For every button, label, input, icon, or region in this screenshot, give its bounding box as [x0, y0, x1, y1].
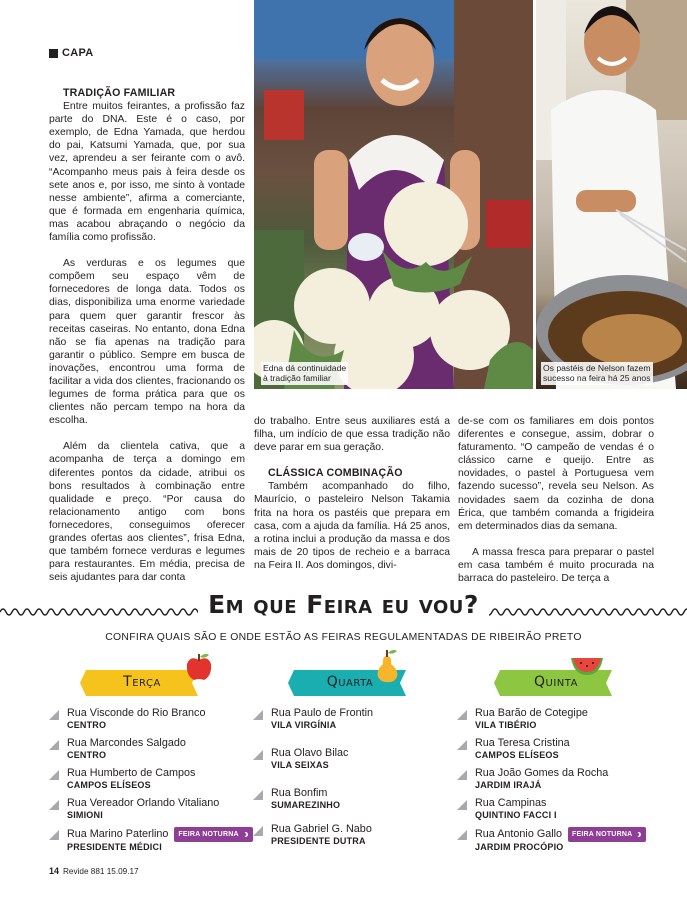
page-number: 14 — [49, 866, 60, 876]
day-label: Quinta — [534, 674, 578, 690]
photo-illustration — [254, 0, 533, 389]
article-column-2 — [254, 415, 450, 572]
triangle-bullet-icon — [457, 740, 467, 750]
pear-icon — [372, 648, 402, 684]
triangle-bullet-icon — [457, 830, 467, 840]
triangle-bullet-icon — [49, 800, 59, 810]
heading-classica-combinacao: CLÁSSICA COMBINAÇÃO — [268, 467, 403, 480]
street-name: Rua Barão de Cotegipe — [475, 707, 588, 719]
night-market-badge-text: FEIRA NOTURNA — [178, 831, 239, 838]
photo-edna-cauliflower — [254, 0, 533, 389]
photo-caption-2-line-1: Os pastéis de Nelson fazem — [543, 363, 651, 373]
neighborhood: PRESIDENTE DUTRA — [271, 836, 366, 846]
neighborhood: QUINTINO FACCI I — [475, 810, 557, 820]
list-item — [251, 823, 451, 863]
triangle-bullet-icon — [253, 790, 263, 800]
neighborhood: SIMIONI — [67, 810, 103, 820]
triangle-bullet-icon — [49, 740, 59, 750]
watermelon-icon — [570, 656, 604, 676]
street-name: Rua Humberto de Campos — [67, 767, 196, 779]
neighborhood: JARDIM IRAJÁ — [475, 780, 542, 790]
street-name-text: Rua Marino Paterlino — [67, 828, 169, 840]
list-item — [455, 707, 655, 737]
triangle-bullet-icon — [457, 800, 467, 810]
neighborhood: CAMPOS ELÍSEOS — [475, 750, 559, 760]
list-item — [455, 737, 655, 767]
night-market-badge-text: FEIRA NOTURNA — [572, 831, 633, 838]
photo-caption-1-line-1: Edna dá continuidade — [263, 363, 347, 373]
paragraph: de-se com os familiares em dois pontos diferentes e consegue, assim, dobrar o faturamento. “O campeão de vendas é o clássico carne e queijo. Entre as novidades, o pastel à Portuguesa vem fazendo sucesso”, revela seu Nelson. As novidades saem da cozinha de dona Érica, que também comanda a frigideira em determinados dias da semana. — [458, 416, 654, 532]
list-item — [455, 767, 655, 797]
feiras-list-quarta — [251, 707, 451, 863]
list-item — [251, 787, 451, 823]
neighborhood: CENTRO — [67, 750, 107, 760]
street-name: Rua João Gomes da Rocha — [475, 767, 609, 779]
triangle-bullet-icon — [49, 770, 59, 780]
triangle-bullet-icon — [253, 710, 263, 720]
night-market-badge — [174, 827, 252, 842]
neighborhood: VILA SEIXAS — [271, 760, 329, 770]
photo-caption-1-line-2: à tradição familiar — [263, 373, 331, 384]
list-item — [47, 707, 247, 737]
issue-info: Revide 881 15.09.17 — [63, 867, 139, 876]
triangle-bullet-icon — [253, 750, 263, 760]
street-name: Rua Teresa Cristina — [475, 737, 570, 749]
night-market-badge — [568, 827, 646, 842]
feiras-list-quinta — [455, 707, 655, 857]
triangle-bullet-icon — [457, 770, 467, 780]
triangle-bullet-icon — [253, 826, 263, 836]
neighborhood: VILA VIRGÍNIA — [271, 720, 337, 730]
street-name-text: Rua Antonio Gallo — [475, 828, 563, 840]
list-item — [455, 827, 655, 857]
apple-icon — [184, 652, 214, 682]
section-label — [49, 47, 94, 59]
neighborhood: SUMAREZINHO — [271, 800, 341, 810]
article-column-1 — [49, 87, 245, 584]
photo-caption-2 — [541, 362, 653, 385]
street-name: Rua Visconde do Rio Branco — [67, 707, 206, 719]
neighborhood: CENTRO — [67, 720, 107, 730]
photo-illustration — [536, 0, 687, 389]
list-item — [47, 767, 247, 797]
street-name: Rua Vereador Orlando Vitaliano — [67, 797, 220, 809]
moon-icon — [635, 831, 642, 838]
feiras-title: Em que Feira eu vou? — [0, 590, 687, 619]
feiras-subtitle: CONFIRA QUAIS SÃO E ONDE ESTÃO AS FEIRAS REGULAMENTADAS DE RIBEIRÃO PRETO — [105, 632, 582, 643]
article-column-3 — [458, 415, 654, 585]
photo-caption-1 — [261, 362, 348, 385]
neighborhood: JARDIM PROCÓPIO — [475, 842, 564, 852]
neighborhood: PRESIDENTE MÉDICI — [67, 842, 162, 852]
street-name — [475, 827, 655, 842]
paragraph: Também acompanhado do filho, Maurício, o pasteleiro Nelson Takamia frita na hora os pastéis que prepara em casa, com a ajuda da família. Há 25 anos, a rotina inclui a produção da massa e dos mais de 20 tipos de recheio e a barraca na Feira II. Aos domingos, divi- — [254, 481, 450, 571]
paragraph: do trabalho. Entre seus auxiliares está a filha, um indício de que essa tradição não deve parar em sua geração. — [254, 416, 450, 454]
street-name: Rua Gabriel G. Nabo — [271, 823, 372, 835]
triangle-bullet-icon — [49, 830, 59, 840]
list-item — [47, 797, 247, 827]
list-item — [47, 737, 247, 767]
list-item — [251, 747, 451, 787]
paragraph: A massa fresca para preparar o pastel em casa também é muito procurada na barraca do pasteleiro. De terça a — [458, 546, 654, 585]
street-name: Rua Paulo de Frontin — [271, 707, 374, 719]
day-label: Terça — [123, 674, 161, 690]
feiras-list-terca — [47, 707, 247, 857]
moon-icon — [242, 831, 249, 838]
paragraph: Entre muitos feirantes, a profissão faz parte do DNA. Este é o caso, por exemplo, de Edna Yamada, que herdou do pai, Katsumi Yamada, que, por sua vez, aprendeu a ser feirante com o avô. “Acompanho meus pais à feira desde os sete anos e, por isso, me sinto à vontade nesse ambiente”, afirma a comerciante, que é formada em engenharia química, mas acabou abraçando o negócio da família como profissão. — [49, 101, 245, 244]
paragraph: Além da clientela cativa, que a acompanha de terça a domingo em diferentes pontos da cidade, atribui os bons resultados à combinação entre qualidade e preço. “Por causa do relacionamento antigo com bons fornecedores, conseguimos oferecer grandes ofertas aos clientes”, frisa Edna, que também fornece verduras e legumes para restaurantes. Em média, precisa de seis ajudantes para dar conta — [49, 441, 245, 584]
street-name: Rua Olavo Bilac — [271, 747, 349, 759]
street-name: Rua Marcondes Salgado — [67, 737, 186, 749]
photo-caption-2-line-2: sucesso na feira há 25 anos — [543, 373, 651, 384]
neighborhood: CAMPOS ELÍSEOS — [67, 780, 151, 790]
neighborhood: VILA TIBÉRIO — [475, 720, 537, 730]
photo-nelson-frying — [536, 0, 687, 389]
heading-tradicao-familiar: TRADIÇÃO FAMILIAR — [63, 87, 176, 99]
list-item — [455, 797, 655, 827]
page-footer — [49, 866, 139, 876]
list-item — [47, 827, 247, 857]
street-name: Rua Campinas — [475, 797, 547, 809]
section-label-text: CAPA — [62, 47, 94, 59]
list-item — [251, 707, 451, 747]
square-bullet-icon — [49, 49, 58, 58]
day-label: Quarta — [326, 674, 374, 690]
triangle-bullet-icon — [457, 710, 467, 720]
street-name: Rua Bonfim — [271, 787, 328, 799]
triangle-bullet-icon — [49, 710, 59, 720]
paragraph: As verduras e os legumes que compõem seu espaço vêm de fornecedores de longa data. Todos os dias, disponibiliza uma enorme variedade para quem quer garantir frescor às receitas caseiras. No entanto, dona Edna não se fia apenas na tradição para garantir o público. Sempre em busca de inovações, encontrou uma forma de facilitar a vida dos clientes, fracionando os legumes de forma prática para que os clientes não percam tempo na hora da escolha. — [49, 258, 245, 427]
street-name — [67, 827, 247, 842]
